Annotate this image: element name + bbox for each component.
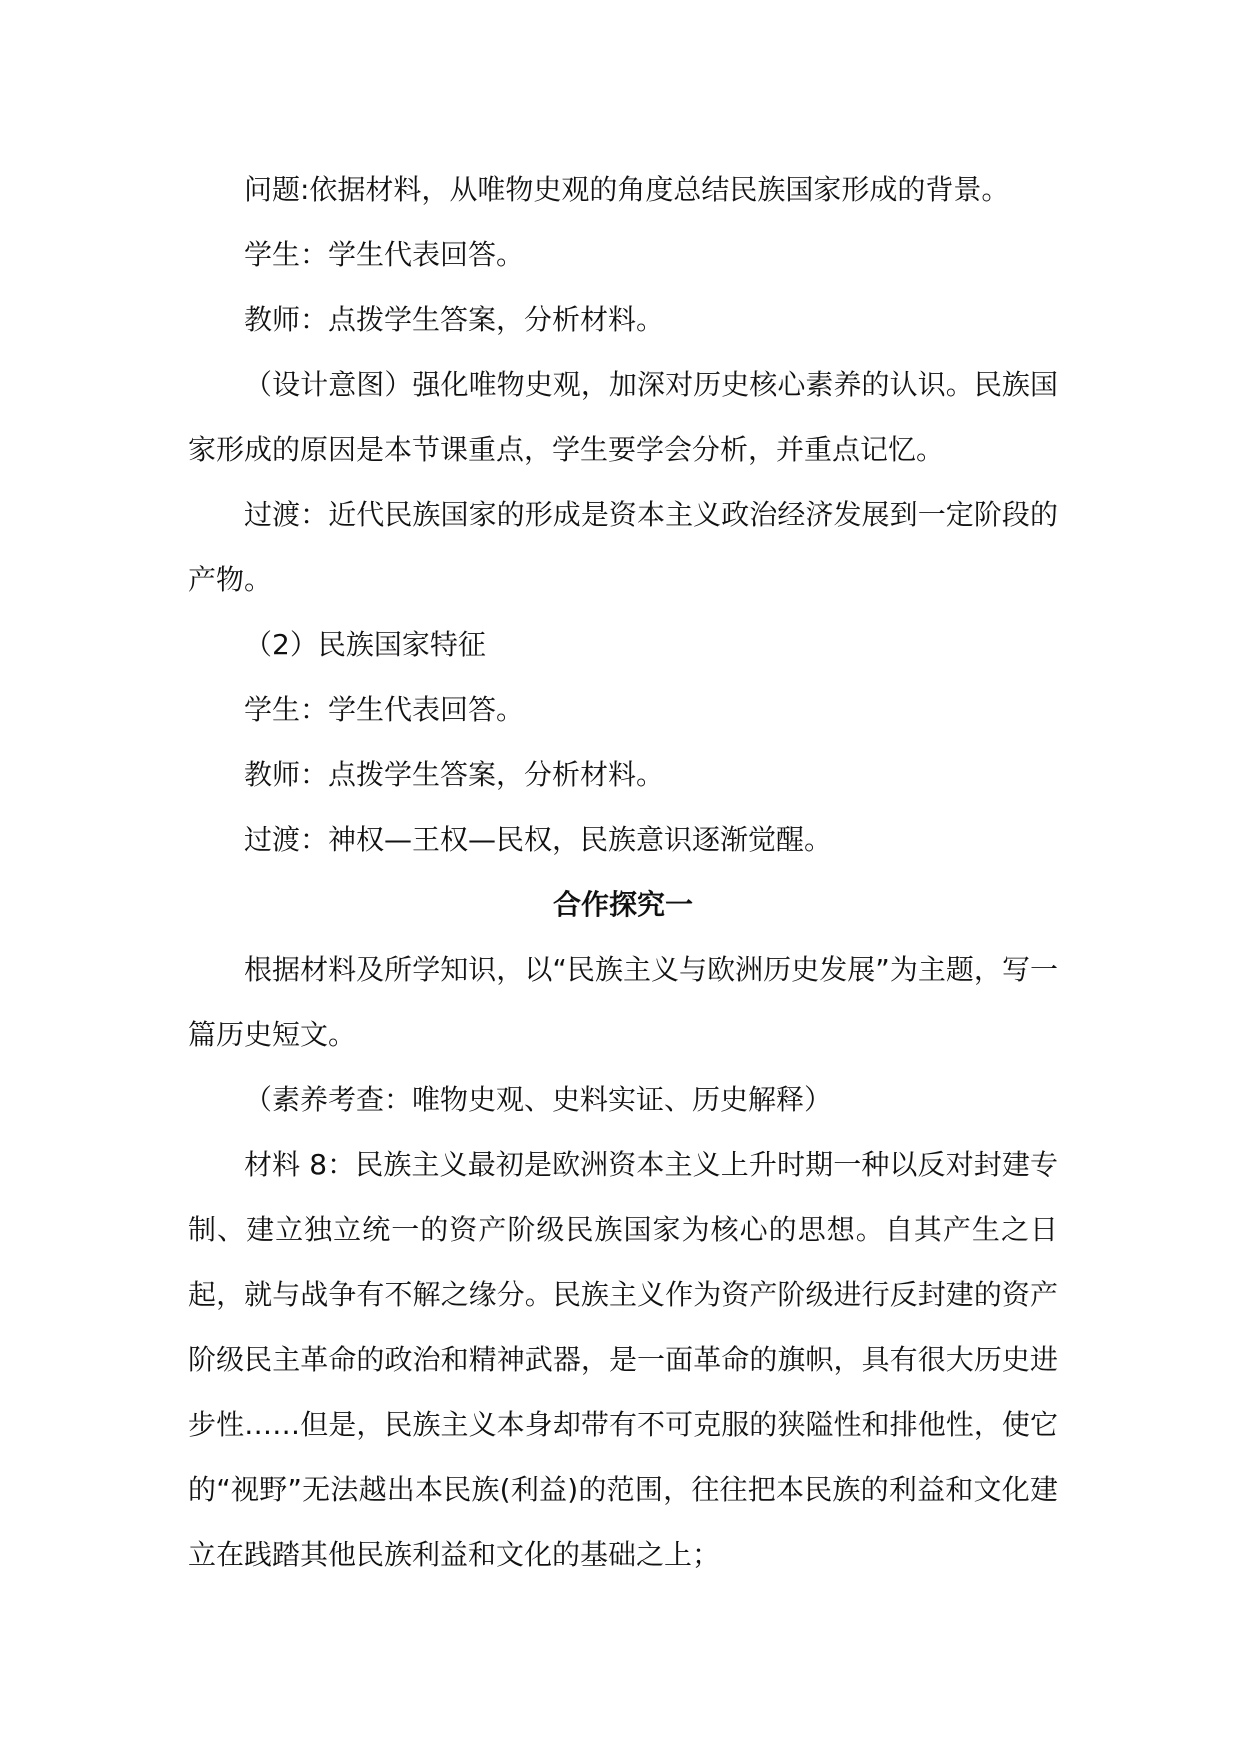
document-body xyxy=(188,157,1058,1587)
paragraph-transition-2: 过渡：神权—王权—民权，民族意识逐渐觉醒。 xyxy=(244,823,833,856)
paragraph-question: 问题:依据材料，从唯物史观的角度总结民族国家形成的背景。 xyxy=(244,173,1010,206)
paragraph-design-intent: （设计意图）强化唯物史观，加深对历史核心素养的认识。民族国家形成的原因是本节课重点，学生要学会分析，并重点记忆。 xyxy=(188,368,1058,466)
paragraph-subsection: （2）民族国家特征 xyxy=(244,628,486,661)
paragraph-task: 根据材料及所学知识，以“民族主义与欧洲历史发展”为主题，写一篇历史短文。 xyxy=(188,953,1058,1051)
paragraph-student-answer-2: 学生：学生代表回答。 xyxy=(244,693,525,726)
paragraph-transition: 过渡：近代民族国家的形成是资本主义政治经济发展到一定阶段的产物。 xyxy=(188,498,1058,596)
paragraph-student-answer: 学生：学生代表回答。 xyxy=(244,238,525,271)
paragraph-literacy-note: （素养考查：唯物史观、史料实证、历史解释） xyxy=(244,1083,833,1116)
paragraph-teacher-guidance-2: 教师：点拨学生答案，分析材料。 xyxy=(244,758,665,791)
paragraph-teacher-guidance: 教师：点拨学生答案，分析材料。 xyxy=(244,303,665,336)
paragraph-material-8: 材料 8：民族主义最初是欧洲资本主义上升时期一种以反对封建专制、建立独立统一的资产阶级民族国家为核心的思想。自其产生之日起，就与战争有不解之缘分。民族主义作为资产阶级进行反封建的资产阶级民主革命的政治和精神武器，是一面革命的旗帜，具有很大历史进步性……但是，民族主义本身却带有不可克服的狭隘性和排他性，使它的“视野”无法越出本民族(利益)的范围，往往把本民族的利益和文化建立在践踏其他民族利益和文化的基础之上； xyxy=(188,1148,1058,1571)
section-heading: 合作探究一 xyxy=(552,888,693,921)
